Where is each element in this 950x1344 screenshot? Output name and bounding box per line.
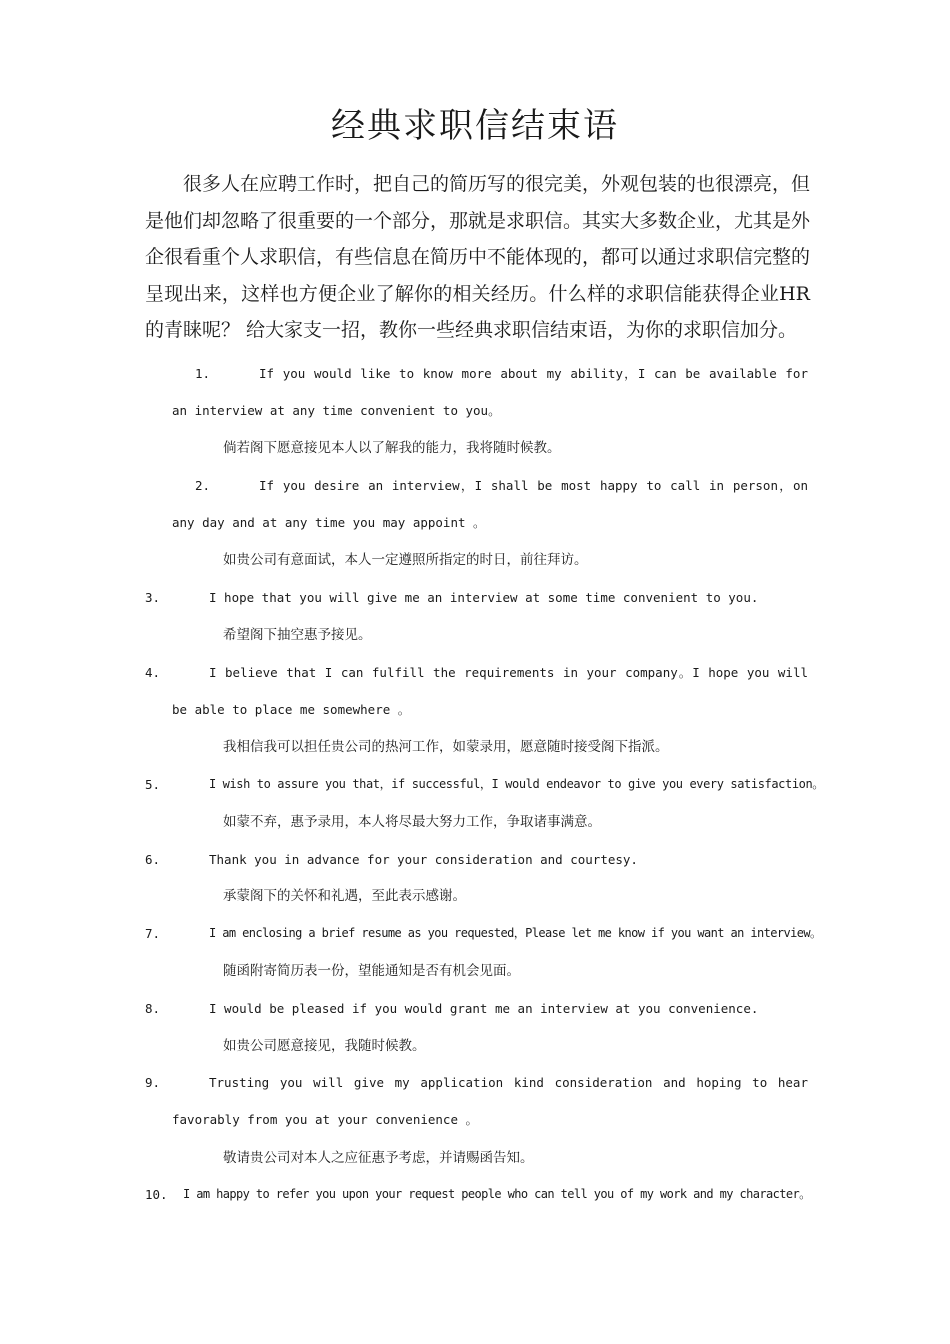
item-number: 4. xyxy=(145,665,161,680)
item-english: Trusting you will give my application kind consideration and hoping to hear favorably from you at your convenience 。 xyxy=(172,1075,808,1128)
item-chinese: 倘若阁下愿意接见本人以了解我的能力，我将随时候教。 xyxy=(223,440,561,456)
item-english: I wish to assure you that，if successful，I would endeavor to give you every satisfaction。 xyxy=(209,777,824,791)
item-chinese: 我相信我可以担任贵公司的热河工作，如蒙录用，愿意随时接受阁下指派。 xyxy=(223,739,669,755)
item-english: If you desire an interview，I shall be most happy to call in person，on any day and at any time you may appoint 。 xyxy=(172,478,808,531)
item-english: Thank you in advance for your consideration and courtesy. xyxy=(209,852,638,867)
item-chinese: 如贵公司有意面试，本人一定遵照所指定的时日，前往拜访。 xyxy=(223,552,588,568)
item-english: If you would like to know more about my ability，I can be available for an interview at any time convenient to you。 xyxy=(172,366,808,419)
item-chinese: 承蒙阁下的关怀和礼遇，至此表示感谢。 xyxy=(223,888,466,904)
item-english: I am enclosing a brief resume as you requested，Please let me know if you want an interview。 xyxy=(209,926,822,940)
document-title: 经典求职信结束语 xyxy=(331,106,619,146)
item-english: I hope that you will give me an interview at some time convenient to you. xyxy=(209,590,759,605)
item-number: 10. xyxy=(145,1187,168,1202)
item-chinese: 敬请贵公司对本人之应征惠予考虑，并请赐函告知。 xyxy=(223,1150,534,1166)
item-number: 1. xyxy=(195,366,211,381)
item-chinese: 随函附寄简历表一份，望能通知是否有机会见面。 xyxy=(223,963,520,979)
intro-paragraph: 很多人在应聘工作时，把自己的简历写的很完美，外观包装的也很漂亮，但是他们却忽略了很重要的一个部分，那就是求职信。其实大多数企业，尤其是外企很看重个人求职信，有些信息在简历中不能体现的，都可以通过求职信完整的呈现出来，这样也方便企业了解你的相关经历。什么样的求职信能获得企业HR的青睐呢？ 给大家支一招，教你一些经典求职信结束语，为你的求职信加分。 xyxy=(145,173,811,341)
item-chinese: 如蒙不弃，惠予录用，本人将尽最大努力工作，争取诸事满意。 xyxy=(223,814,601,830)
item-number: 9. xyxy=(145,1075,161,1090)
item-number: 3. xyxy=(145,590,161,605)
item-chinese: 如贵公司愿意接见，我随时候教。 xyxy=(223,1038,426,1054)
item-english: I would be pleased if you would grant me an interview at you convenience. xyxy=(209,1001,759,1016)
item-number: 2. xyxy=(195,478,211,493)
item-number: 8. xyxy=(145,1001,161,1016)
item-english: I believe that I can fulfill the requirements in your company。I hope you will be able to place me somewhere 。 xyxy=(172,665,808,718)
item-number: 7. xyxy=(145,926,161,941)
item-chinese: 希望阁下抽空惠予接见。 xyxy=(223,627,372,643)
item-number: 6. xyxy=(145,852,161,867)
item-number: 5. xyxy=(145,777,161,792)
item-english: I am happy to refer you upon your request people who can tell you of my work and my character。 xyxy=(183,1187,811,1201)
